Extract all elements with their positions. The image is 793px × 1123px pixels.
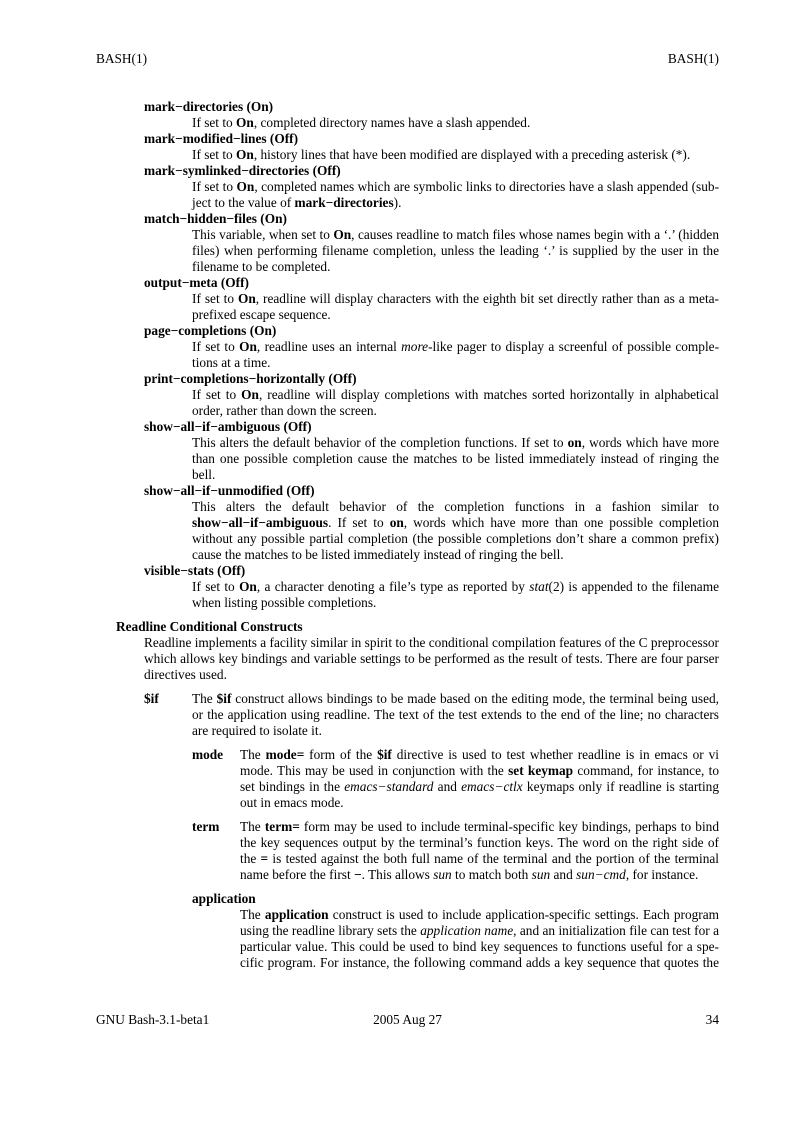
line-content — [192, 403, 377, 418]
text-run: using the readline library sets the — [240, 923, 421, 938]
text-run: (2) is appended to the filename — [548, 579, 719, 594]
text-run: . This allows — [361, 867, 434, 882]
text-line — [240, 923, 719, 939]
text-run: prefixed escape sequence. — [192, 307, 331, 322]
text-run: name before the first — [240, 867, 354, 882]
variable-name: match−hidden−files (On) — [144, 211, 287, 226]
text-line — [192, 467, 719, 483]
bold-text: On — [236, 115, 254, 130]
line-content — [192, 723, 322, 738]
text-run: ject to the value of — [192, 195, 295, 210]
italic-text: sun — [531, 867, 551, 882]
bold-text: − — [353, 867, 362, 882]
text-line — [240, 867, 719, 883]
bold-text: mark−directories — [294, 195, 394, 210]
test-keyword: mode — [192, 747, 224, 762]
bold-text: On — [241, 387, 259, 402]
text-run: , readline will display characters with the eighth bit set directly rather than as a meta- — [255, 291, 719, 306]
text-run: when listing possible completions. — [192, 595, 377, 610]
italic-text: emacs−standard — [344, 779, 434, 794]
text-run: which allows key bindings and variable settings to be performed as the result of tests. There are four parser — [144, 651, 719, 666]
variable-description — [192, 499, 719, 563]
variable-description — [192, 227, 719, 275]
text-line — [240, 819, 719, 835]
bold-text: on — [389, 515, 404, 530]
bold-text: On — [239, 579, 257, 594]
line-content — [192, 179, 719, 194]
text-run: are required to isolate it. — [192, 723, 322, 738]
text-run: , completed names which are symbolic links to directories have a slash appended (sub- — [254, 179, 720, 194]
variable-entry — [0, 99, 719, 131]
text-run: particular value. This could be used to bind key sequences to functions useful for a spe- — [240, 939, 719, 954]
line-content — [192, 307, 331, 322]
variable-name: output−meta (Off) — [144, 275, 249, 290]
variable-name: page−completions (On) — [144, 323, 277, 338]
text-line — [240, 747, 719, 763]
text-line — [240, 835, 719, 851]
text-line — [240, 795, 719, 811]
page-header — [96, 51, 719, 67]
footer-date: 2005 Aug 27 — [373, 1012, 442, 1027]
italic-text: emacs−ctlx — [461, 779, 523, 794]
text-line — [192, 403, 719, 419]
italic-text: stat — [529, 579, 549, 594]
text-run: bell. — [192, 467, 216, 482]
text-run: directive is used to test whether readline is in emacs or vi — [391, 747, 719, 762]
line-content — [240, 939, 719, 954]
line-content — [192, 291, 719, 306]
text-run: If set to — [192, 115, 237, 130]
if-test-application — [192, 891, 719, 971]
line-content — [192, 579, 719, 594]
text-line — [192, 387, 719, 403]
text-line — [192, 451, 719, 467]
line-content — [240, 763, 719, 778]
footer-version: GNU Bash-3.1-beta1 — [96, 1012, 210, 1027]
text-run: The — [240, 907, 265, 922]
text-run: ). — [393, 195, 402, 210]
text-run: filename to be completed. — [192, 259, 331, 274]
text-run: out in emacs mode. — [240, 795, 344, 810]
text-run: The — [192, 691, 217, 706]
text-run: , completed directory names have a slash appended. — [253, 115, 531, 130]
text-line — [144, 667, 719, 683]
text-line — [192, 195, 719, 211]
variable-name: visible−stats (Off) — [144, 563, 246, 578]
text-line — [192, 243, 719, 259]
variable-description — [192, 387, 719, 419]
line-content — [240, 819, 719, 834]
text-run: set bindings in the — [240, 779, 345, 794]
text-run: without any possible partial completion (the possible completions don’t share a common prefix) — [192, 531, 719, 546]
variable-entry — [0, 483, 719, 563]
text-run: , a character denoting a file’s type as reported by — [256, 579, 530, 594]
text-run: directives used. — [144, 667, 227, 682]
text-run: , words which have more — [581, 435, 719, 450]
text-run: The — [240, 819, 265, 834]
line-content — [192, 707, 719, 722]
text-line — [192, 291, 719, 307]
text-line — [192, 115, 719, 131]
bold-text: show−all−if−ambiguous — [192, 515, 329, 530]
text-line — [192, 723, 719, 739]
text-line — [240, 955, 719, 971]
if-directive — [144, 691, 719, 971]
variable-entry — [0, 323, 719, 371]
line-content — [192, 435, 719, 450]
line-content — [192, 259, 330, 274]
variable-name: show−all−if−unmodified (Off) — [144, 483, 315, 498]
variable-entry — [0, 275, 719, 323]
text-line — [240, 779, 719, 795]
line-content — [192, 355, 270, 370]
if-test-term — [192, 819, 719, 883]
header-left-title: BASH(1) — [96, 51, 148, 66]
variable-description — [192, 579, 719, 611]
variable-description — [192, 291, 719, 323]
test-keyword: application — [192, 891, 256, 906]
text-run: , words which have more than one possible completion — [403, 515, 719, 530]
variable-entry — [0, 563, 719, 611]
text-line — [192, 515, 719, 531]
italic-text: sun — [433, 867, 452, 882]
line-content — [192, 531, 719, 546]
footer-page-number: 34 — [705, 1012, 719, 1027]
text-run: , causes readline to match files whose names begin with a ‘.’ (hidden — [351, 227, 719, 242]
line-content — [240, 835, 719, 850]
variable-name: mark−symlinked−directories (Off) — [144, 163, 341, 178]
bold-text: On — [237, 291, 256, 306]
bold-text: application — [264, 907, 329, 922]
text-line — [192, 307, 719, 323]
variable-description — [192, 147, 719, 163]
text-run: construct is used to include application-specific settings. Each program — [328, 907, 719, 922]
text-run: , readline will display completions with matches sorted horizontally in alphabetical — [258, 387, 720, 402]
bold-text: on — [567, 435, 582, 450]
line-content — [192, 115, 530, 130]
header-right-title: BASH(1) — [667, 51, 719, 66]
line-content — [192, 467, 215, 482]
test-keyword: term — [192, 819, 220, 834]
text-run: , readline uses an internal — [256, 339, 402, 354]
line-content — [192, 451, 719, 466]
variable-name: mark−modified−lines (Off) — [144, 131, 299, 146]
line-content — [192, 243, 719, 258]
text-run: , and an initialization file can test for a — [513, 923, 719, 938]
line-content — [192, 515, 719, 530]
line-content — [240, 907, 719, 922]
text-run: to match both — [451, 867, 532, 882]
text-line — [192, 339, 719, 355]
text-run: The — [240, 747, 266, 762]
text-run: cause the matches to be listed immediately instead of ringing the bell. — [192, 547, 564, 562]
variable-name: mark−directories (On) — [144, 99, 274, 114]
variable-description — [192, 115, 719, 131]
variable-description — [192, 435, 719, 483]
line-content — [192, 227, 719, 242]
variable-entry — [0, 163, 719, 211]
text-run: the — [240, 851, 261, 866]
variable-entry — [0, 131, 719, 163]
text-line — [192, 531, 719, 547]
text-line — [240, 939, 719, 955]
if-test-mode — [192, 747, 719, 811]
text-run: , history lines that have been modified are displayed with a preceding asterisk (*). — [253, 147, 691, 162]
text-line — [144, 635, 719, 651]
text-run: than one possible completion cause the matches to be listed immediately instead of ringing the — [192, 451, 719, 466]
bold-text: $if — [377, 747, 392, 762]
bold-text: set keymap — [508, 763, 574, 778]
text-line — [192, 579, 719, 595]
text-run: , for instance. — [625, 867, 699, 882]
line-content — [144, 651, 719, 666]
text-line — [192, 547, 719, 563]
variable-description — [192, 339, 719, 371]
italic-text: sun−cmd — [576, 867, 626, 882]
text-line — [192, 355, 719, 371]
italic-text: application name — [420, 923, 514, 938]
bold-text: term= — [264, 819, 300, 834]
text-run: construct allows bindings to be made based on the editing mode, the terminal being used, — [231, 691, 719, 706]
text-run: files) when performing filename completion, unless the leading ‘.’ is supplied by the user in the — [192, 243, 719, 258]
test-description — [240, 819, 719, 883]
text-run: This alters the default behavior of the completion functions. If set to — [192, 435, 568, 450]
text-line — [192, 707, 719, 723]
text-run: command, for instance, to — [573, 763, 719, 778]
bold-text: On — [236, 147, 254, 162]
test-description — [240, 747, 719, 811]
text-line — [192, 147, 719, 163]
text-run: and — [550, 867, 577, 882]
line-content — [240, 747, 719, 762]
text-run: and — [433, 779, 462, 794]
text-line — [192, 691, 719, 707]
line-content — [192, 547, 564, 562]
variable-name: show−all−if−ambiguous (Off) — [144, 419, 312, 434]
line-content — [192, 499, 719, 514]
variable-name: print−completions−horizontally (Off) — [144, 371, 357, 386]
text-run: or the application using readline. The text of the test extends to the end of the line; no characters — [192, 707, 719, 722]
line-content — [240, 955, 719, 970]
variable-entry — [0, 419, 719, 483]
text-run: If set to — [192, 579, 240, 594]
text-line — [144, 651, 719, 667]
text-run: the key sequences output by the terminal’s function keys. The word on the right side of — [240, 835, 719, 850]
text-line — [240, 851, 719, 867]
bold-text: On — [239, 339, 257, 354]
line-content — [240, 795, 344, 810]
text-run: mode. This may be used in conjunction with the — [240, 763, 509, 778]
directive-keyword: $if — [144, 691, 159, 706]
text-run: If set to — [192, 387, 242, 402]
text-line — [192, 259, 719, 275]
line-content — [144, 635, 719, 650]
line-content — [192, 595, 376, 610]
bold-text: $if — [216, 691, 232, 706]
text-line — [240, 907, 719, 923]
text-run: This variable, when set to — [192, 227, 334, 242]
text-run: tions at a time. — [192, 355, 271, 370]
line-content — [192, 387, 719, 402]
readline-variable-list — [0, 99, 719, 611]
text-line — [192, 499, 719, 515]
text-line — [192, 179, 719, 195]
text-run: . If set to — [328, 515, 390, 530]
line-content — [240, 851, 719, 866]
text-run: cific program. For instance, the following command adds a key sequence that quotes the — [240, 955, 719, 970]
directive-text — [192, 691, 719, 739]
text-run: If set to — [192, 291, 238, 306]
line-content — [192, 147, 690, 162]
text-run: keymaps only if readline is starting — [522, 779, 719, 794]
text-line — [192, 435, 719, 451]
line-content — [192, 691, 719, 706]
text-run: -like pager to display a screenful of possible comple- — [428, 339, 720, 354]
variable-entry — [0, 211, 719, 275]
line-content — [240, 779, 719, 794]
section-intro — [144, 635, 719, 683]
page-footer — [96, 1012, 719, 1028]
bold-text: On — [333, 227, 352, 242]
bold-text: mode= — [265, 747, 305, 762]
text-run: form of the — [304, 747, 378, 762]
variable-description — [192, 179, 719, 211]
section-heading: Readline Conditional Constructs — [116, 619, 303, 634]
test-description — [240, 907, 719, 971]
text-line — [240, 763, 719, 779]
line-content — [192, 195, 401, 210]
bold-text: = — [260, 851, 269, 866]
text-run: Readline implements a facility similar in spirit to the conditional compilation features of the C preprocessor — [144, 635, 719, 650]
variable-entry — [0, 371, 719, 419]
italic-text: more — [401, 339, 429, 354]
text-run: form may be used to include terminal-specific key bindings, perhaps to bind — [299, 819, 719, 834]
directive-description — [192, 691, 719, 971]
text-run: If set to — [192, 147, 237, 162]
page-content — [0, 99, 719, 971]
line-content — [144, 667, 227, 682]
text-line — [192, 595, 719, 611]
text-run: This alters the default behavior of the completion functions in a fashion similar to — [192, 499, 719, 514]
text-run: If set to — [192, 179, 237, 194]
line-content — [240, 867, 698, 882]
line-content — [240, 923, 719, 938]
text-run: If set to — [192, 339, 240, 354]
bold-text: On — [236, 179, 255, 194]
text-run: is tested against the both full name of the terminal and the portion of the terminal — [268, 851, 719, 866]
text-line — [192, 227, 719, 243]
text-run: order, rather than down the screen. — [192, 403, 377, 418]
line-content — [192, 339, 719, 354]
